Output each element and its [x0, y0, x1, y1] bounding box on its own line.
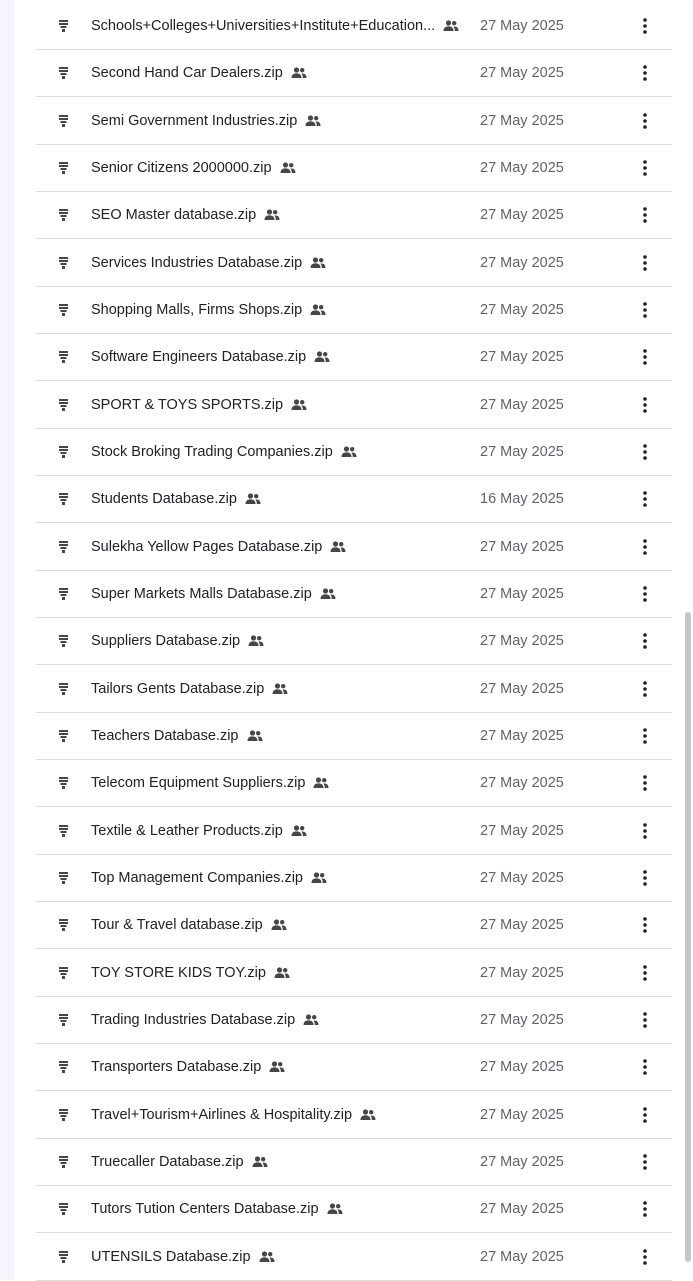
modified-date: 27 May 2025 — [480, 680, 564, 697]
modified-date: 27 May 2025 — [480, 964, 564, 981]
zip-file-icon — [59, 1061, 68, 1073]
scrollbar-thumb[interactable] — [685, 612, 691, 1262]
file-name[interactable]: Software Engineers Database.zip — [91, 349, 307, 366]
file-name[interactable]: UTENSILS Database.zip — [91, 1248, 251, 1265]
zip-file-icon — [59, 493, 68, 505]
file-name[interactable]: TOY STORE KIDS TOY.zip — [91, 964, 266, 981]
file-name-cell — [91, 1234, 471, 1280]
file-name[interactable]: Services Industries Database.zip — [91, 254, 303, 271]
file-row[interactable] — [36, 429, 672, 476]
file-name-cell — [91, 1092, 471, 1138]
file-row[interactable] — [36, 808, 672, 855]
more-vert-icon[interactable] — [634, 252, 656, 274]
file-name-cell — [91, 855, 471, 901]
shared-people-icon — [248, 635, 264, 647]
file-name[interactable]: Truecaller Database.zip — [91, 1153, 244, 1170]
modified-date: 27 May 2025 — [480, 301, 564, 318]
file-name[interactable]: Tour & Travel database.zip — [91, 917, 263, 934]
modified-date: 27 May 2025 — [480, 1153, 564, 1170]
shared-people-icon — [313, 777, 329, 789]
shared-people-icon — [271, 919, 287, 931]
file-name[interactable]: Sulekha Yellow Pages Database.zip — [91, 538, 323, 555]
modified-date: 27 May 2025 — [480, 538, 564, 555]
file-name[interactable]: Semi Government Industries.zip — [91, 112, 298, 129]
file-name-cell — [91, 287, 471, 333]
more-vert-icon[interactable] — [634, 1246, 656, 1268]
modified-date: 27 May 2025 — [480, 207, 564, 224]
more-vert-icon[interactable] — [634, 772, 656, 794]
file-name[interactable]: SEO Master database.zip — [91, 207, 257, 224]
modified-date: 27 May 2025 — [480, 1106, 564, 1123]
file-row[interactable] — [36, 192, 672, 239]
file-name[interactable]: Super Markets Malls Database.zip — [91, 585, 312, 602]
file-row[interactable] — [36, 382, 672, 429]
shared-people-icon — [291, 825, 307, 837]
file-row[interactable] — [36, 1186, 672, 1233]
more-vert-icon[interactable] — [634, 1198, 656, 1220]
file-row[interactable] — [36, 3, 672, 50]
file-name[interactable]: Second Hand Car Dealers.zip — [91, 65, 283, 82]
file-row[interactable] — [36, 1139, 672, 1186]
file-row[interactable] — [36, 98, 672, 145]
shared-people-icon — [310, 304, 326, 316]
file-row[interactable] — [36, 1092, 672, 1139]
zip-file-icon — [59, 777, 68, 789]
zip-file-icon — [59, 1014, 68, 1026]
file-name[interactable]: Transporters Database.zip — [91, 1059, 262, 1076]
zip-file-icon — [59, 257, 68, 269]
file-name-cell — [91, 98, 471, 144]
shared-people-icon — [327, 1203, 343, 1215]
modified-date: 27 May 2025 — [480, 1011, 564, 1028]
modified-date: 27 May 2025 — [480, 65, 564, 82]
more-vert-icon[interactable] — [634, 678, 656, 700]
more-vert-icon[interactable] — [634, 441, 656, 463]
modified-date: 27 May 2025 — [480, 396, 564, 413]
modified-date: 27 May 2025 — [480, 349, 564, 366]
file-name[interactable]: Tailors Gents Database.zip — [91, 680, 265, 697]
file-name-cell — [91, 1139, 471, 1185]
file-row[interactable] — [36, 50, 672, 97]
file-row[interactable] — [36, 145, 672, 192]
more-vert-icon[interactable] — [634, 488, 656, 510]
modified-date: 27 May 2025 — [480, 1059, 564, 1076]
file-name-cell — [91, 713, 471, 759]
more-vert-icon[interactable] — [634, 204, 656, 226]
more-vert-icon[interactable] — [634, 583, 656, 605]
file-name-cell — [91, 50, 471, 96]
file-row[interactable] — [36, 524, 672, 571]
modified-date: 16 May 2025 — [480, 491, 564, 508]
more-vert-icon[interactable] — [634, 346, 656, 368]
file-name-cell — [91, 240, 471, 286]
shared-people-icon — [272, 683, 288, 695]
file-name-cell — [91, 1186, 471, 1232]
zip-file-icon — [59, 399, 68, 411]
shared-people-icon — [247, 730, 263, 742]
zip-file-icon — [59, 1251, 68, 1263]
zip-file-icon — [59, 209, 68, 221]
more-vert-icon[interactable] — [634, 1104, 656, 1126]
file-row[interactable] — [36, 618, 672, 665]
file-row[interactable] — [36, 334, 672, 381]
more-vert-icon[interactable] — [634, 962, 656, 984]
file-name[interactable]: Travel+Tourism+Airlines & Hospitality.zip — [91, 1106, 353, 1123]
file-name[interactable]: Stock Broking Trading Companies.zip — [91, 443, 333, 460]
zip-file-icon — [59, 635, 68, 647]
file-name-cell — [91, 571, 471, 617]
shared-people-icon — [330, 541, 346, 553]
modified-date: 27 May 2025 — [480, 633, 564, 650]
modified-date: 27 May 2025 — [480, 112, 564, 129]
file-name[interactable]: Shopping Malls, Firms Shops.zip — [91, 301, 303, 318]
shared-people-icon — [305, 115, 321, 127]
file-name[interactable]: Tutors Tution Centers Database.zip — [91, 1201, 319, 1218]
zip-file-icon — [59, 304, 68, 316]
shared-people-icon — [310, 257, 326, 269]
file-name[interactable]: Trading Industries Database.zip — [91, 1011, 296, 1028]
shared-people-icon — [303, 1014, 319, 1026]
more-vert-icon[interactable] — [634, 62, 656, 84]
more-vert-icon[interactable] — [634, 110, 656, 132]
scrollbar[interactable] — [683, 0, 693, 1280]
zip-file-icon — [59, 683, 68, 695]
modified-date: 27 May 2025 — [480, 159, 564, 176]
modified-date: 27 May 2025 — [480, 822, 564, 839]
more-vert-icon[interactable] — [634, 914, 656, 936]
file-name-cell — [91, 1044, 471, 1090]
modified-date: 27 May 2025 — [480, 1248, 564, 1265]
file-row[interactable] — [36, 287, 672, 334]
file-name-cell — [91, 618, 471, 664]
modified-date: 27 May 2025 — [480, 917, 564, 934]
file-name-cell — [91, 382, 471, 428]
shared-people-icon — [311, 872, 327, 884]
zip-file-icon — [59, 919, 68, 931]
zip-file-icon — [59, 1109, 68, 1121]
more-vert-icon[interactable] — [634, 157, 656, 179]
shared-people-icon — [443, 20, 459, 32]
file-row[interactable] — [36, 713, 672, 760]
modified-date: 27 May 2025 — [480, 1201, 564, 1218]
zip-file-icon — [59, 446, 68, 458]
zip-file-icon — [59, 351, 68, 363]
zip-file-icon — [59, 825, 68, 837]
zip-file-icon — [59, 588, 68, 600]
modified-date: 27 May 2025 — [480, 254, 564, 271]
zip-file-icon — [59, 67, 68, 79]
zip-file-icon — [59, 967, 68, 979]
shared-people-icon — [245, 493, 261, 505]
shared-people-icon — [360, 1109, 376, 1121]
file-row[interactable] — [36, 1044, 672, 1091]
more-vert-icon[interactable] — [634, 725, 656, 747]
shared-people-icon — [280, 162, 296, 174]
file-name-cell — [91, 902, 471, 948]
file-row[interactable] — [36, 855, 672, 902]
file-name[interactable]: Textile & Leather Products.zip — [91, 822, 283, 839]
shared-people-icon — [341, 446, 357, 458]
file-row[interactable] — [36, 902, 672, 949]
zip-file-icon — [59, 162, 68, 174]
shared-people-icon — [269, 1061, 285, 1073]
zip-file-icon — [59, 20, 68, 32]
file-row[interactable] — [36, 760, 672, 807]
file-name-cell — [91, 334, 471, 380]
file-name[interactable]: Suppliers Database.zip — [91, 633, 241, 650]
modified-date: 27 May 2025 — [480, 443, 564, 460]
zip-file-icon — [59, 872, 68, 884]
file-name[interactable]: Schools+Colleges+Universities+Institute+Education... — [91, 18, 436, 34]
modified-date: 27 May 2025 — [480, 775, 564, 792]
file-name[interactable]: Senior Citizens 2000000.zip — [91, 159, 272, 176]
more-vert-icon[interactable] — [634, 1151, 656, 1173]
zip-file-icon — [59, 115, 68, 127]
shared-people-icon — [264, 209, 280, 221]
more-vert-icon[interactable] — [634, 630, 656, 652]
file-name-cell — [91, 476, 471, 522]
shared-people-icon — [291, 67, 307, 79]
modified-date: 27 May 2025 — [480, 18, 564, 34]
modified-date: 27 May 2025 — [480, 727, 564, 744]
more-vert-icon[interactable] — [634, 299, 656, 321]
shared-people-icon — [291, 399, 307, 411]
file-name[interactable]: SPORT & TOYS SPORTS.zip — [91, 396, 284, 413]
file-name-cell — [91, 3, 471, 49]
file-name-cell — [91, 145, 471, 191]
zip-file-icon — [59, 730, 68, 742]
more-vert-icon[interactable] — [634, 15, 656, 37]
more-vert-icon[interactable] — [634, 394, 656, 416]
zip-file-icon — [59, 1156, 68, 1168]
file-row[interactable] — [36, 950, 672, 997]
file-name-cell — [91, 950, 471, 996]
file-name-cell — [91, 429, 471, 475]
left-rail — [0, 0, 14, 1280]
file-name-cell — [91, 192, 471, 238]
more-vert-icon[interactable] — [634, 536, 656, 558]
more-vert-icon[interactable] — [634, 820, 656, 842]
zip-file-icon — [59, 1203, 68, 1215]
file-row[interactable] — [36, 666, 672, 713]
more-vert-icon[interactable] — [634, 1009, 656, 1031]
file-row[interactable] — [36, 571, 672, 618]
file-name[interactable]: Telecom Equipment Suppliers.zip — [91, 775, 306, 792]
shared-people-icon — [320, 588, 336, 600]
file-name[interactable]: Teachers Database.zip — [91, 727, 239, 744]
modified-date: 27 May 2025 — [480, 585, 564, 602]
zip-file-icon — [59, 541, 68, 553]
modified-date: 27 May 2025 — [480, 869, 564, 886]
file-row[interactable] — [36, 997, 672, 1044]
file-row[interactable] — [36, 240, 672, 287]
file-row[interactable] — [36, 1234, 672, 1281]
file-name-cell — [91, 524, 471, 570]
shared-people-icon — [259, 1251, 275, 1263]
file-name-cell — [91, 997, 471, 1043]
more-vert-icon[interactable] — [634, 1056, 656, 1078]
more-vert-icon[interactable] — [634, 867, 656, 889]
file-name-cell — [91, 666, 471, 712]
file-name[interactable]: Top Management Companies.zip — [91, 869, 303, 886]
shared-people-icon — [274, 967, 290, 979]
file-name[interactable]: Students Database.zip — [91, 491, 237, 508]
shared-people-icon — [252, 1156, 268, 1168]
shared-people-icon — [314, 351, 330, 363]
file-row[interactable] — [36, 476, 672, 523]
file-name-cell — [91, 760, 471, 806]
file-name-cell — [91, 808, 471, 854]
